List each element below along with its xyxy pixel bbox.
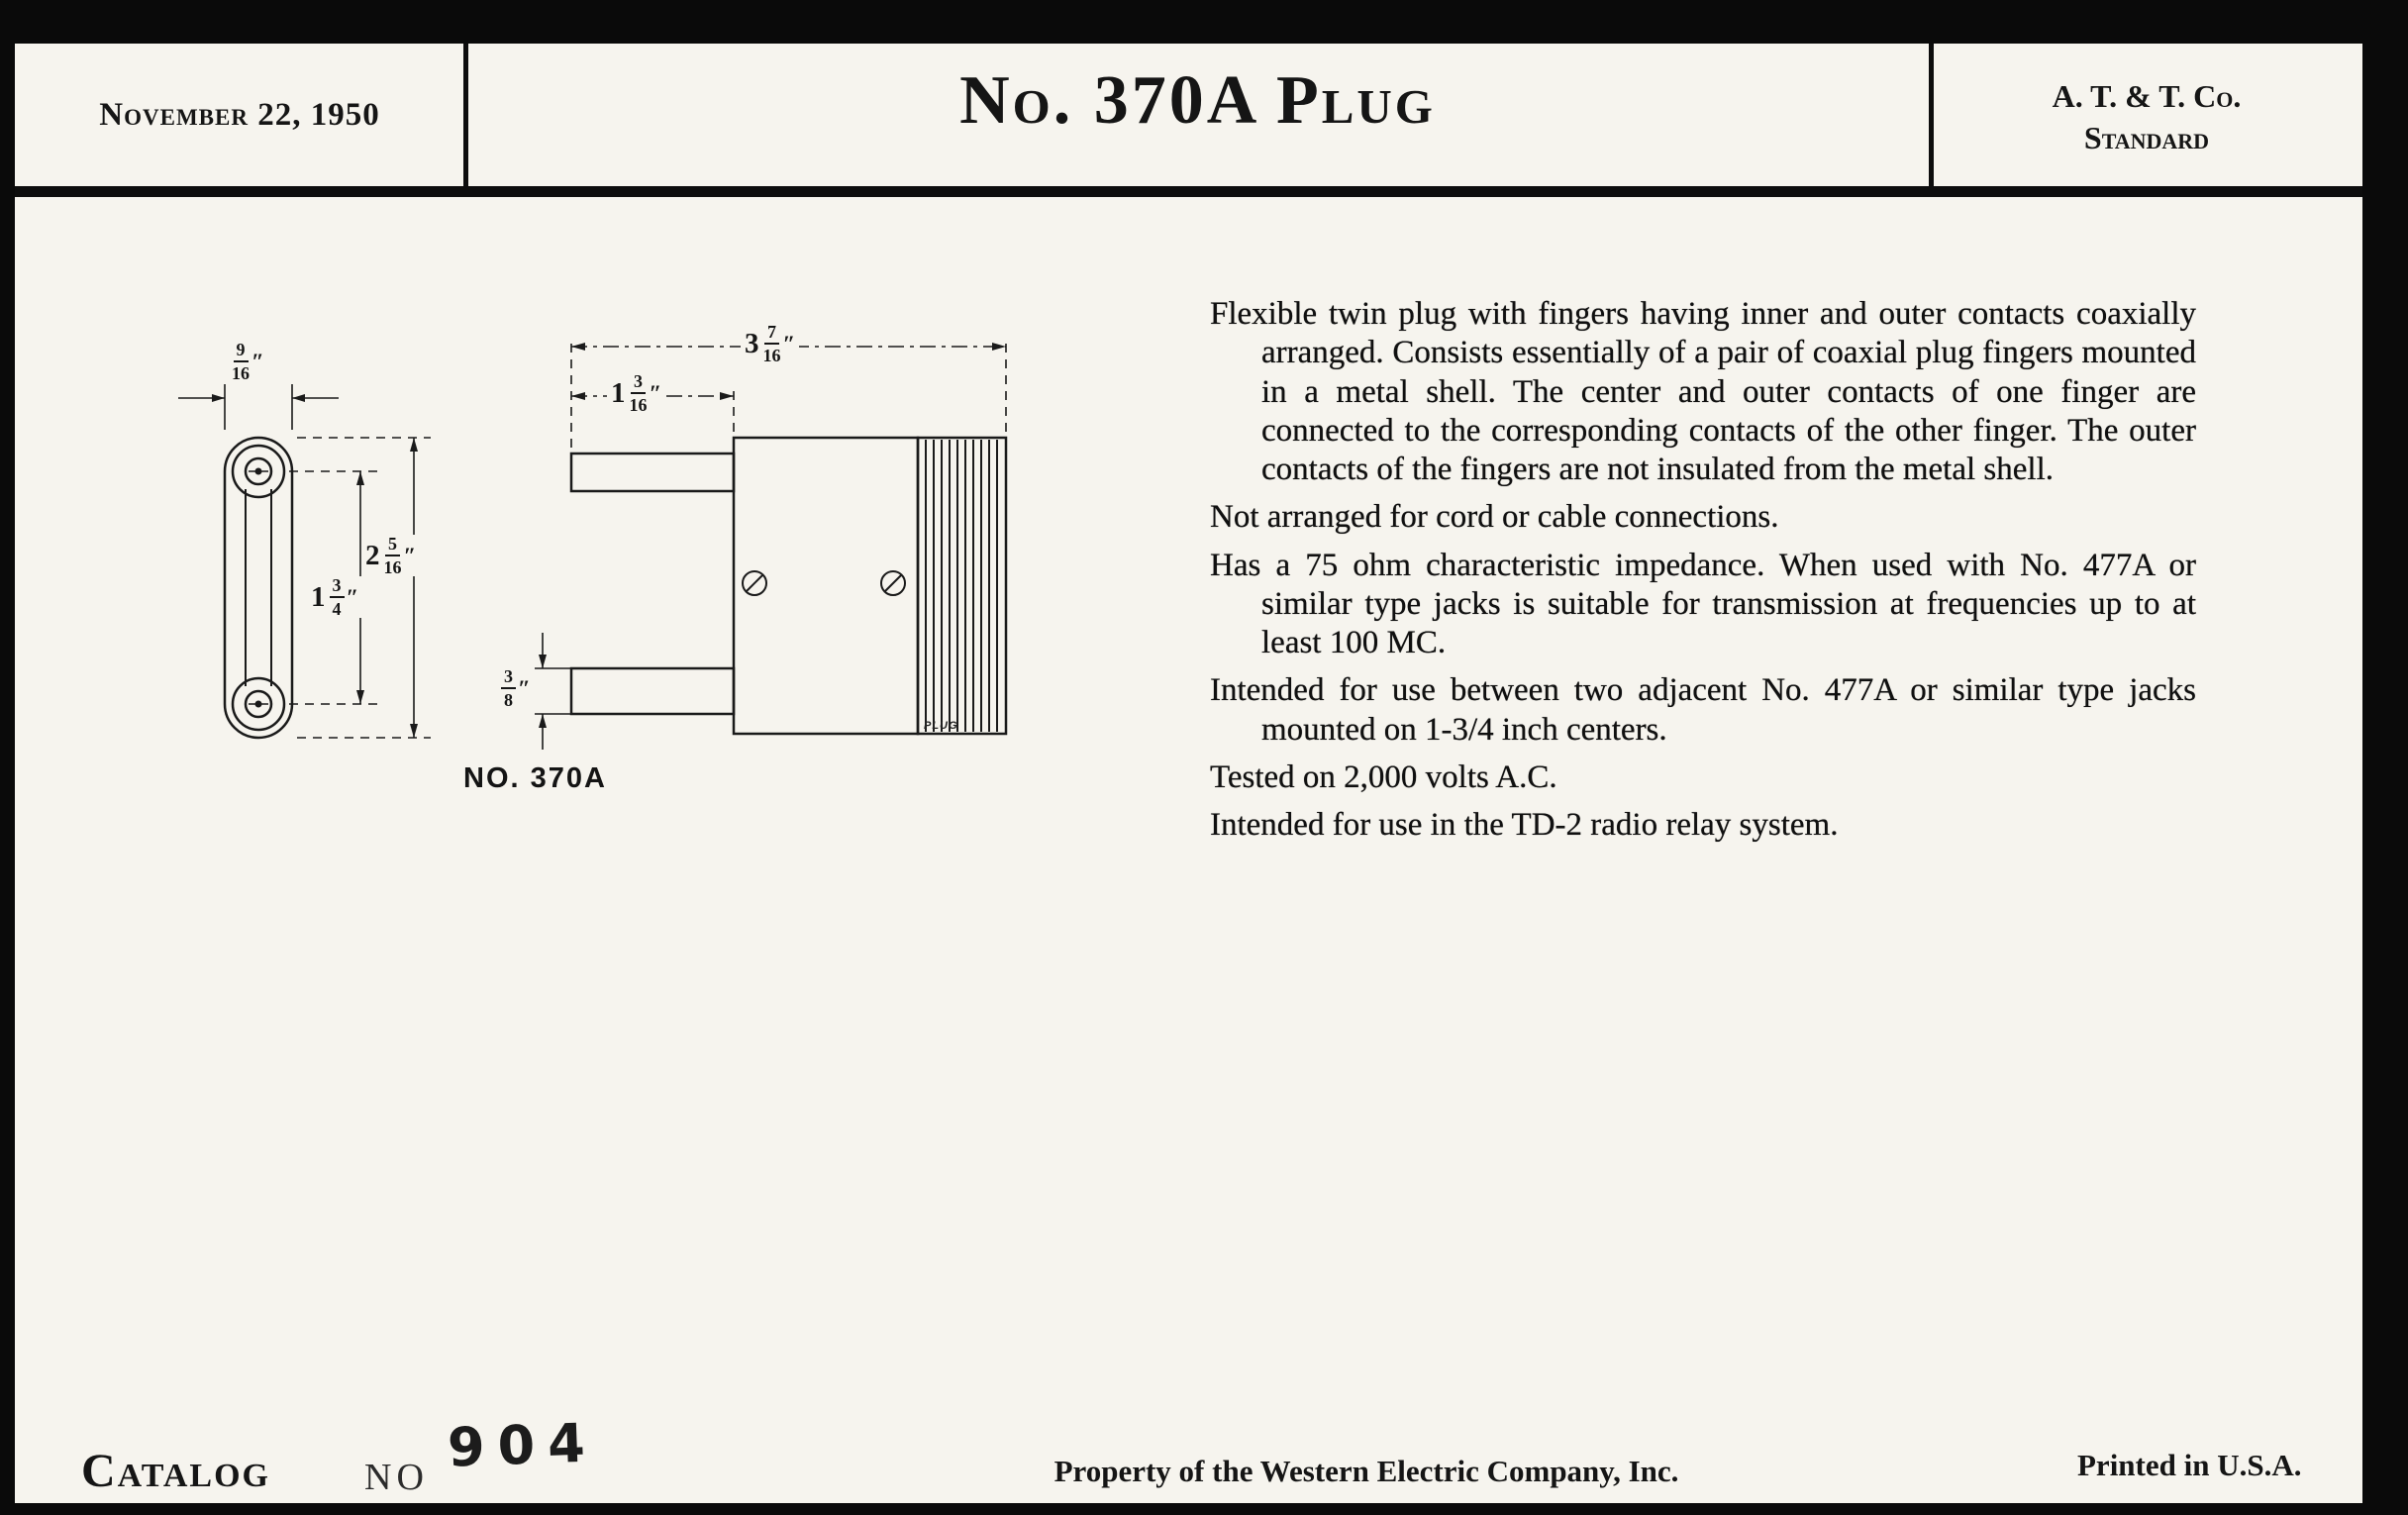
plug-marking: PLUG: [924, 720, 958, 732]
dim-label-3-8: $\frac{3}{8}$ ″: [497, 667, 535, 709]
catalog-label: Catalog: [81, 1445, 270, 1497]
org-name: A. T. & T. Co.: [2052, 78, 2242, 114]
catalog-no-label: NO: [364, 1457, 429, 1498]
header-divider-right: [1929, 44, 1934, 186]
header-divider-left: [463, 44, 468, 186]
standard-stamp: [1934, 75, 2359, 158]
dim-label-9-16: $\frac{9}{16}$ ″: [228, 341, 268, 382]
screw-heads: [743, 571, 905, 595]
dim-label-2-5-16: 2 $\frac{5}{16}$ ″: [361, 535, 420, 576]
dim-label-1-3-16: 1 $\frac{3}{16}$ ″: [607, 372, 665, 414]
dim-label-3-7-16: 3 $\frac{7}{16}$ ″: [741, 323, 799, 364]
property-notice: Property of the Western Electric Company, Inc.: [1054, 1454, 1679, 1488]
spec-paragraph: Has a 75 ohm characteristic impedance. When used with No. 477A or similar type jacks is suitable for transmission at frequencies up to at least 100 MC.: [1210, 547, 2196, 661]
scan-border-left: [0, 0, 15, 1515]
catalog-number-handwritten: 904: [446, 1411, 599, 1479]
scan-border-right: [2362, 0, 2408, 1515]
end-view: [225, 438, 292, 738]
knurl-lines: [926, 440, 997, 732]
page-title: No. 370A Plug: [959, 62, 1436, 139]
dim-label-1-3-4: 1 $\frac{3}{4}$ ″: [307, 576, 362, 618]
spec-paragraph: Tested on 2,000 volts A.C.: [1210, 758, 1557, 795]
side-view-dimensions: [535, 339, 1006, 750]
spec-paragraph: Intended for use between two adjacent No. 477A or similar type jacks mounted on 1-3/4 inch centers.: [1210, 672, 2196, 748]
side-view: [571, 438, 1006, 734]
spec-text: [1210, 295, 2196, 854]
drawing-caption: NO. 370A: [463, 762, 607, 794]
header-rule: [15, 186, 2362, 197]
scan-border-bottom: [0, 1503, 2408, 1515]
spec-paragraph: Intended for use in the TD-2 radio relay system.: [1210, 807, 1839, 844]
spec-paragraph: Flexible twin plug with fingers having inner and outer contacts coaxially arranged. Consists essentially of a pair of coaxial plug fingers mounted in a metal shell. The center and outer contacts of one finger are connected to the corresponding contacts of the other finger. The outer contacts of the fingers are not insulated from the metal shell.: [1210, 296, 2196, 488]
plug-drawing: [149, 322, 1089, 842]
scan-border-top: [0, 0, 2408, 44]
issue-date: November 22, 1950: [99, 97, 380, 133]
printed-in-usa: Printed in U.S.A.: [2077, 1448, 2302, 1482]
standard-label: Standard: [2083, 120, 2210, 156]
spec-paragraph: Not arranged for cord or cable connections.: [1210, 499, 1779, 536]
